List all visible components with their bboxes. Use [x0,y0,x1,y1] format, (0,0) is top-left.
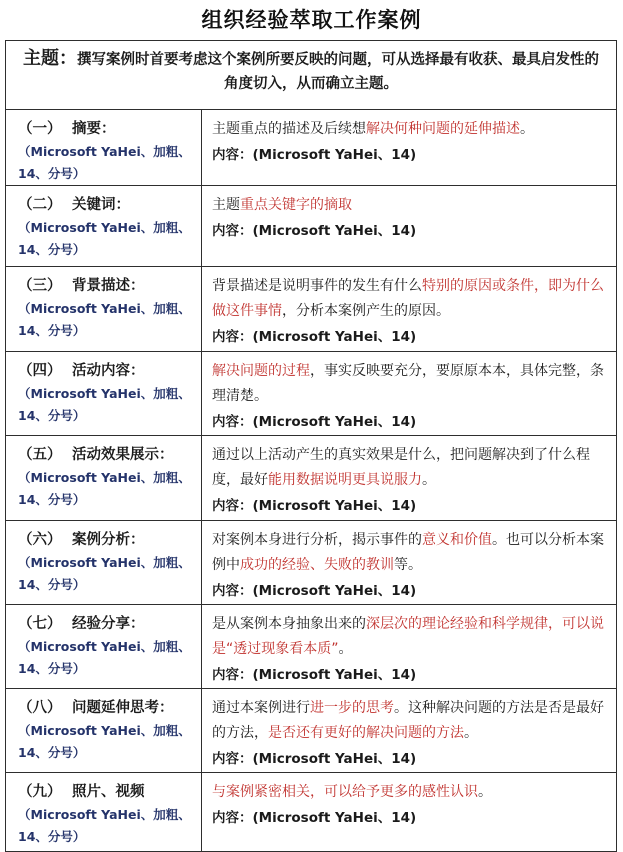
section-content-cell [202,773,617,852]
section-title: 活动内容： [72,363,145,379]
section-number: （三） [18,278,62,294]
description-text: 等。 [394,557,422,573]
section-heading [18,117,201,141]
description-text: 。也可以分析本案例中 [212,532,604,573]
section-content-cell [202,521,617,605]
section-row [6,186,617,267]
section-label-cell [6,352,202,436]
highlight-text: 重点关键字的摘取 [240,197,352,213]
section-font-spec: 14、分号） [18,577,86,592]
section-content-cell [202,689,617,773]
section-font-spec: （Microsoft YaHei、加粗、 [18,144,191,159]
section-heading [18,696,201,720]
section-description [212,117,610,142]
section-number: （六） [18,532,62,548]
section-font-spec: 14、分号） [18,492,86,507]
section-title: 背景描述： [72,278,145,294]
section-row [6,689,617,773]
description-text: 。 [464,725,478,741]
section-title: 摘要： [72,121,116,137]
highlight-text: 是否还有更好的解决问题的方法 [268,725,464,741]
section-label-cell [6,110,202,186]
section-description [212,193,610,218]
description-text: 背景描述是说明事件的发生有什么 [212,278,422,294]
section-heading [18,193,201,217]
section-content-cell [202,352,617,436]
section-content-cell [202,267,617,352]
theme-label: 主题： [23,48,77,69]
section-font-spec: （Microsoft YaHei、加粗、 [18,386,191,401]
section-description [212,359,610,409]
highlight-text: 意义和价值 [422,532,492,548]
description-text: 对案例本身进行分析，揭示事件的 [212,532,422,548]
section-row [6,352,617,436]
theme-cell [6,41,617,110]
description-text: 是从案例本身抽象出来的 [212,616,366,632]
section-font-spec: （Microsoft YaHei、加粗、 [18,555,191,570]
description-text: 。 [478,784,492,800]
highlight-text: 特别的原因或条件，即为什么做这件事情 [212,278,604,319]
section-heading [18,612,201,636]
section-font-spec: （Microsoft YaHei、加粗、 [18,470,191,485]
section-title: 问题延伸思考： [72,700,174,716]
section-label-cell [6,186,202,267]
section-title: 经验分享： [72,616,145,632]
section-number: （五） [18,447,62,463]
content-spec: 内容：(Microsoft YaHei、14) [212,583,417,599]
section-label-cell [6,436,202,521]
description-text: 。 [520,121,534,137]
section-number: （八） [18,700,62,716]
content-spec: 内容：(Microsoft YaHei、14) [212,147,417,163]
theme-text [18,47,604,96]
section-row [6,605,617,689]
section-number: （四） [18,363,62,379]
description-text: ，事实反映要充分，要原原本本，具体完整，条理清楚。 [212,363,604,404]
content-spec: 内容：(Microsoft YaHei、14) [212,751,417,767]
section-number: （七） [18,616,62,632]
highlight-text: 解决何种问题的延伸描述 [366,121,520,137]
content-spec: 内容：(Microsoft YaHei、14) [212,498,417,514]
section-label-cell [6,267,202,352]
section-content-cell [202,605,617,689]
section-title: 关键词： [72,197,130,213]
highlight-text: 能用数据说明更具说服力 [268,472,422,488]
section-heading [18,274,201,298]
content-spec: 内容：(Microsoft YaHei、14) [212,810,417,826]
section-heading [18,443,201,467]
section-heading [18,359,201,383]
description-text: ，分析本案例产生的原因。 [282,303,450,319]
section-description [212,696,610,746]
highlight-text: 成功的经验、失败的教训 [240,557,394,573]
content-spec: 内容：(Microsoft YaHei、14) [212,329,417,345]
section-title: 照片、视频 [72,784,145,800]
theme-description: 撰写案例时首要考虑这个案例所要反映的问题，可从选择最有收获、最具启发性的角度切入，从而确立主题。 [77,52,599,92]
section-font-spec: 14、分号） [18,323,86,338]
section-number: （一） [18,121,62,137]
section-row [6,436,617,521]
section-font-spec: 14、分号） [18,242,86,257]
description-text: 。 [422,472,436,488]
section-row [6,110,617,186]
section-number: （二） [18,197,62,213]
section-label-cell [6,605,202,689]
highlight-text: 深层次的理论经验和科学规律，可以说是“透过现象看本质” [212,616,604,657]
description-text: 。这种解决问题的方法是否是最好的方法， [212,700,604,741]
section-row [6,773,617,852]
section-row [6,521,617,605]
section-heading [18,780,201,804]
section-content-cell [202,110,617,186]
description-text: 主题 [212,197,240,213]
section-content-cell [202,436,617,521]
case-table [5,40,617,852]
section-font-spec: （Microsoft YaHei、加粗、 [18,301,191,316]
highlight-text: 解决问题的过程 [212,363,310,379]
section-font-spec: 14、分号） [18,745,86,760]
section-description [212,528,610,578]
section-description [212,443,610,493]
highlight-text: 与案例紧密相关，可以给予更多的感性认识 [212,784,478,800]
section-heading [18,528,201,552]
theme-row [6,41,617,110]
section-label-cell [6,689,202,773]
section-font-spec: （Microsoft YaHei、加粗、 [18,807,191,822]
section-number: （九） [18,784,62,800]
content-spec: 内容：(Microsoft YaHei、14) [212,667,417,683]
section-title: 案例分析： [72,532,145,548]
section-font-spec: 14、分号） [18,408,86,423]
description-text: 。 [338,641,353,657]
section-font-spec: 14、分号） [18,166,86,181]
section-label-cell [6,773,202,852]
section-description [212,780,610,805]
content-spec: 内容：(Microsoft YaHei、14) [212,223,417,239]
section-font-spec: 14、分号） [18,661,86,676]
page-title: 组织经验萃取工作案例 [201,8,422,32]
section-description [212,274,610,324]
section-description [212,612,610,662]
section-title: 活动效果展示： [72,447,174,463]
section-font-spec: （Microsoft YaHei、加粗、 [18,723,191,738]
section-font-spec: （Microsoft YaHei、加粗、 [18,220,191,235]
section-row [6,267,617,352]
description-text: 通过以上活动产生的真实效果是什么，把问题解决到了什么程度，最好 [212,447,590,488]
content-spec: 内容：(Microsoft YaHei、14) [212,414,417,430]
section-content-cell [202,186,617,267]
section-font-spec: （Microsoft YaHei、加粗、 [18,639,191,654]
highlight-text: 进一步的思考 [310,700,394,716]
description-text: 通过本案例进行 [212,700,310,716]
section-font-spec: 14、分号） [18,829,86,844]
description-text: 主题重点的描述及后续想 [212,121,366,137]
section-label-cell [6,521,202,605]
